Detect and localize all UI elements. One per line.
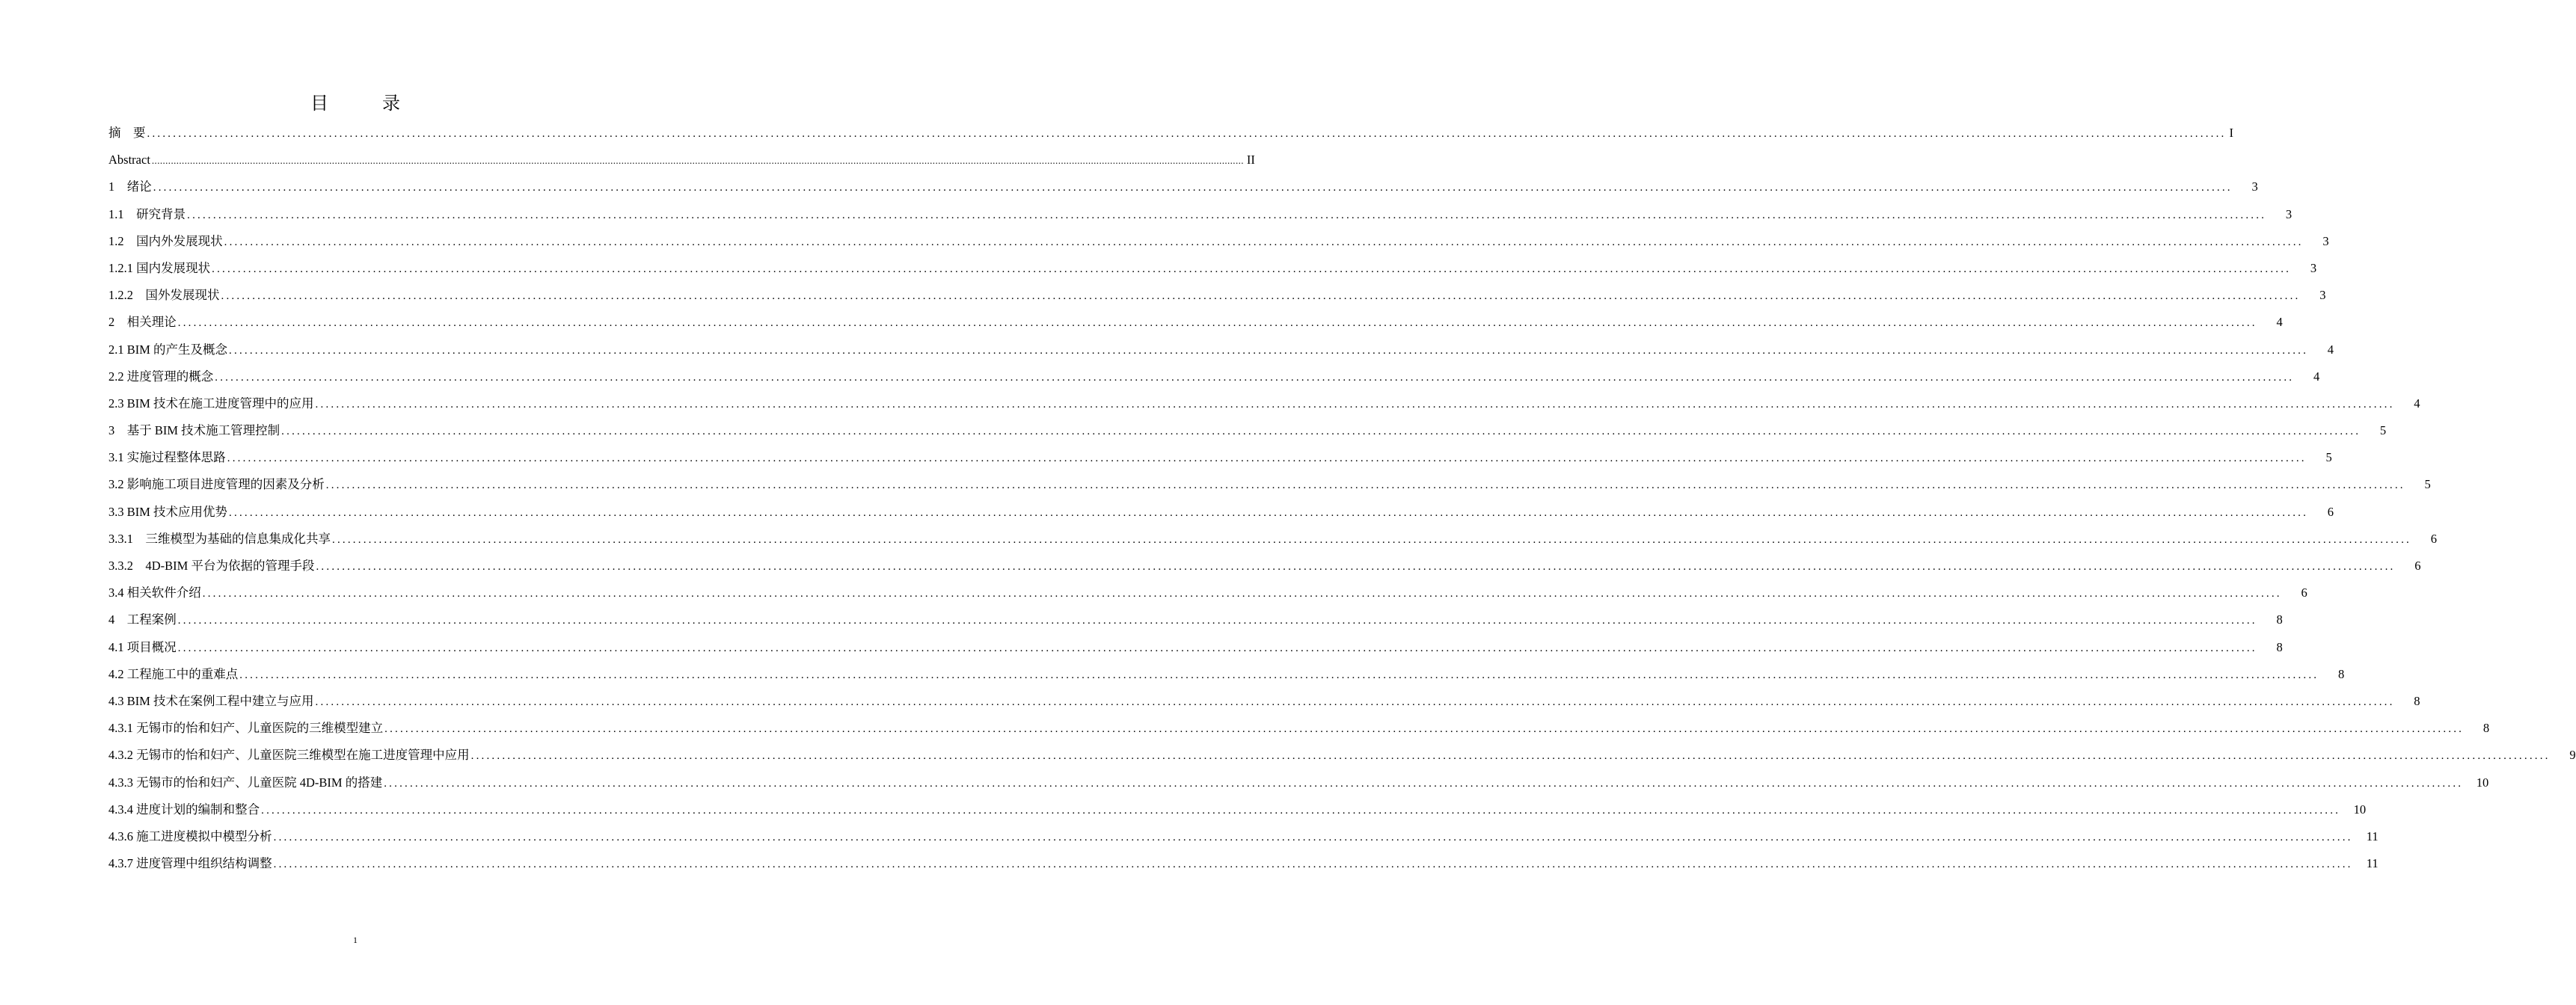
toc-entry-page: 8 xyxy=(2483,721,2490,736)
toc-entry-label: 4.3.6 施工进度模拟中模型分析 xyxy=(108,829,272,843)
toc-entry-page: 5 xyxy=(2325,450,2332,465)
toc-leader-dots: ................................................................................................................................................................................................................................................................................................................................................................................................................ xyxy=(177,615,2257,627)
toc-entry-page: 11 xyxy=(2366,829,2379,843)
toc-entry-page: 8 xyxy=(2276,639,2283,654)
toc-entry-label: Abstract xyxy=(108,153,150,168)
toc-entry-page: 4 xyxy=(2276,315,2283,330)
toc-entry-label: 1.2.2 国外发展现状 xyxy=(108,288,220,303)
toc-entry-page: 8 xyxy=(2338,666,2345,681)
toc-entry-label: 2.2 进度管理的概念 xyxy=(108,369,214,384)
toc-entry-label: 3.2 影响施工项目进度管理的因素及分析 xyxy=(108,477,325,492)
toc-entry[interactable] xyxy=(108,553,2421,580)
toc-leader-dots: ................................................................................................................................................................................................................................................................................................................................................................................................................ xyxy=(153,182,2233,194)
toc-entry-label: 3.3 BIM 技术应用优势 xyxy=(108,504,228,519)
toc-entry[interactable] xyxy=(108,823,2379,850)
toc-entry-label: 4.3.2 无锡市的怡和妇产、儿童医院三维模型在施工进度管理中应用 xyxy=(108,748,470,763)
toc-entry-page: I xyxy=(2229,126,2233,140)
toc-entry[interactable] xyxy=(108,417,2387,444)
toc-entry-label: 3.4 相关软件介绍 xyxy=(108,586,201,600)
toc-leader-dots: ................................................................................................................................................................................................................................................................................................................................................................................................................ xyxy=(227,452,2307,465)
toc-leader-dots: ................................................................................................................................................................................................................................................................................................................................................................................................................ xyxy=(147,128,2227,140)
toc-entry-page: 3 xyxy=(2251,179,2258,194)
toc-entry[interactable] xyxy=(108,850,2379,877)
toc-leader-dots: ................................................................................................................................................................................................................................................................................................................................................................................................................ xyxy=(273,858,2353,871)
toc-leader-dots: ................................................................................................................................................................................................................................................................................................................................................................................................................ xyxy=(151,155,1244,167)
toc-entry[interactable] xyxy=(108,526,2437,553)
toc-entry[interactable] xyxy=(108,444,2332,471)
toc-entry-label: 1.2.1 国内发展现状 xyxy=(108,260,211,275)
page-number: 1 xyxy=(353,935,358,945)
toc-entry[interactable] xyxy=(108,255,2317,282)
toc-leader-dots: ................................................................................................................................................................................................................................................................................................................................................................................................................ xyxy=(202,588,2282,600)
toc-entry[interactable] xyxy=(108,282,2326,309)
toc-entry-page: 4 xyxy=(2313,369,2320,384)
toc-entry-label: 4.1 项目概况 xyxy=(108,639,177,654)
toc-entry[interactable] xyxy=(108,201,2293,228)
toc-list xyxy=(108,120,2576,877)
toc-entry-page: 6 xyxy=(2327,504,2334,519)
toc-entry-label: 2.3 BIM 技术在施工进度管理中的应用 xyxy=(108,396,314,411)
toc-entry[interactable] xyxy=(108,471,2431,498)
toc-entry-label: 4.3 BIM 技术在案例工程中建立与应用 xyxy=(108,693,314,708)
toc-entry[interactable] xyxy=(108,634,2283,661)
toc-entry-label: 4.3.4 进度计划的编制和整合 xyxy=(108,802,260,817)
toc-entry-label: 3 基于 BIM 技术施工管理控制 xyxy=(108,423,280,438)
toc-leader-dots: ................................................................................................................................................................................................................................................................................................................................................................................................................ xyxy=(187,209,2267,221)
toc-entry[interactable] xyxy=(108,228,2329,255)
toc-leader-dots: ................................................................................................................................................................................................................................................................................................................................................................................................................ xyxy=(316,561,2396,573)
toc-entry[interactable] xyxy=(108,120,2233,147)
toc-leader-dots: ................................................................................................................................................................................................................................................................................................................................................................................................................ xyxy=(239,669,2319,681)
toc-entry[interactable] xyxy=(108,661,2345,688)
toc-entry[interactable] xyxy=(108,606,2283,633)
toc-leader-dots: ................................................................................................................................................................................................................................................................................................................................................................................................................ xyxy=(384,777,2464,790)
toc-entry[interactable] xyxy=(108,499,2334,526)
toc-leader-dots: ................................................................................................................................................................................................................................................................................................................................................................................................................ xyxy=(332,533,2411,546)
toc-entry-label: 3.1 实施过程整体思路 xyxy=(108,450,226,465)
toc-leader-dots: ................................................................................................................................................................................................................................................................................................................................................................................................................ xyxy=(325,479,2405,492)
toc-entry[interactable] xyxy=(108,309,2283,336)
toc-entry-label: 1 绪论 xyxy=(108,179,152,194)
toc-entry-label: 2 相关理论 xyxy=(108,315,177,330)
toc-leader-dots: ................................................................................................................................................................................................................................................................................................................................................................................................................ xyxy=(261,804,2341,817)
toc-entry-label: 4.2 工程施工中的重难点 xyxy=(108,666,239,681)
toc-entry-page: 11 xyxy=(2366,856,2379,871)
toc-leader-dots: ................................................................................................................................................................................................................................................................................................................................................................................................................ xyxy=(384,723,2465,736)
toc-entry-page: 6 xyxy=(2430,531,2437,546)
toc-entry[interactable] xyxy=(108,390,2420,417)
toc-entry-page: 8 xyxy=(2276,612,2283,627)
toc-entry-label: 4.3.3 无锡市的怡和妇产、儿童医院 4D-BIM 的搭建 xyxy=(108,775,383,790)
toc-leader-dots: ................................................................................................................................................................................................................................................................................................................................................................................................................ xyxy=(177,642,2257,654)
toc-entry-label: 4 工程案例 xyxy=(108,612,177,627)
toc-leader-dots: ................................................................................................................................................................................................................................................................................................................................................................................................................ xyxy=(215,371,2295,384)
toc-leader-dots: ................................................................................................................................................................................................................................................................................................................................................................................................................ xyxy=(315,695,2395,708)
toc-entry-label: 3.3.2 4D-BIM 平台为依据的管理手段 xyxy=(108,559,315,573)
toc-entry-label: 1.2 国内外发展现状 xyxy=(108,233,223,248)
toc-entry[interactable] xyxy=(108,336,2334,363)
toc-entry-label: 摘 要 xyxy=(108,126,146,140)
toc-entry-page: 9 xyxy=(2569,748,2576,763)
toc-entry[interactable] xyxy=(108,796,2367,823)
toc-entry[interactable] xyxy=(108,580,2307,606)
toc-entry-label: 2.1 BIM 的产生及概念 xyxy=(108,342,228,357)
toc-entry[interactable] xyxy=(108,173,2258,200)
toc-leader-dots: ................................................................................................................................................................................................................................................................................................................................................................................................................ xyxy=(315,398,2395,411)
toc-entry-page: 8 xyxy=(2414,693,2420,708)
toc-entry[interactable] xyxy=(108,715,2490,742)
toc-entry-label: 3.3.1 三维模型为基础的信息集成化共享 xyxy=(108,531,331,546)
toc-leader-dots: ................................................................................................................................................................................................................................................................................................................................................................................................................ xyxy=(212,262,2292,275)
toc-entry-page: II xyxy=(1246,153,1255,168)
toc-entry-page: 5 xyxy=(2424,477,2431,492)
toc-leader-dots: ................................................................................................................................................................................................................................................................................................................................................................................................................ xyxy=(273,831,2353,843)
toc-entry-label: 4.3.7 进度管理中组织结构调整 xyxy=(108,856,272,871)
toc-entry-page: 3 xyxy=(2322,233,2329,248)
toc-entry-page: 3 xyxy=(2310,260,2317,275)
toc-leader-dots: ................................................................................................................................................................................................................................................................................................................................................................................................................ xyxy=(224,236,2304,248)
toc-entry-label: 1.1 研究背景 xyxy=(108,206,186,221)
toc-entry[interactable] xyxy=(108,363,2320,390)
toc-leader-dots: ................................................................................................................................................................................................................................................................................................................................................................................................................ xyxy=(281,425,2361,438)
toc-entry-page: 6 xyxy=(2301,586,2307,600)
toc-entry[interactable] xyxy=(108,147,1255,173)
toc-entry[interactable] xyxy=(108,688,2420,715)
toc-entry-page: 3 xyxy=(2285,206,2293,221)
toc-leader-dots: ................................................................................................................................................................................................................................................................................................................................................................................................................ xyxy=(177,317,2257,330)
toc-entry-page: 10 xyxy=(2353,802,2367,817)
toc-title: 目 录 xyxy=(310,94,418,114)
toc-entry-page: 3 xyxy=(2319,288,2326,303)
toc-leader-dots: ................................................................................................................................................................................................................................................................................................................................................................................................................ xyxy=(470,750,2551,763)
toc-leader-dots: ................................................................................................................................................................................................................................................................................................................................................................................................................ xyxy=(229,506,2309,519)
toc-entry-page: 4 xyxy=(2414,396,2420,411)
toc-entry-page: 4 xyxy=(2327,342,2334,357)
toc-entry[interactable] xyxy=(108,769,2489,796)
toc-leader-dots: ................................................................................................................................................................................................................................................................................................................................................................................................................ xyxy=(229,344,2309,357)
toc-entry[interactable] xyxy=(108,742,2576,769)
toc-entry-page: 6 xyxy=(2414,559,2421,573)
toc-leader-dots: ................................................................................................................................................................................................................................................................................................................................................................................................................ xyxy=(221,290,2301,303)
toc-entry-label: 4.3.1 无锡市的怡和妇产、儿童医院的三维模型建立 xyxy=(108,721,384,736)
toc-entry-page: 5 xyxy=(2379,423,2387,438)
toc-entry-page: 10 xyxy=(2476,775,2489,790)
